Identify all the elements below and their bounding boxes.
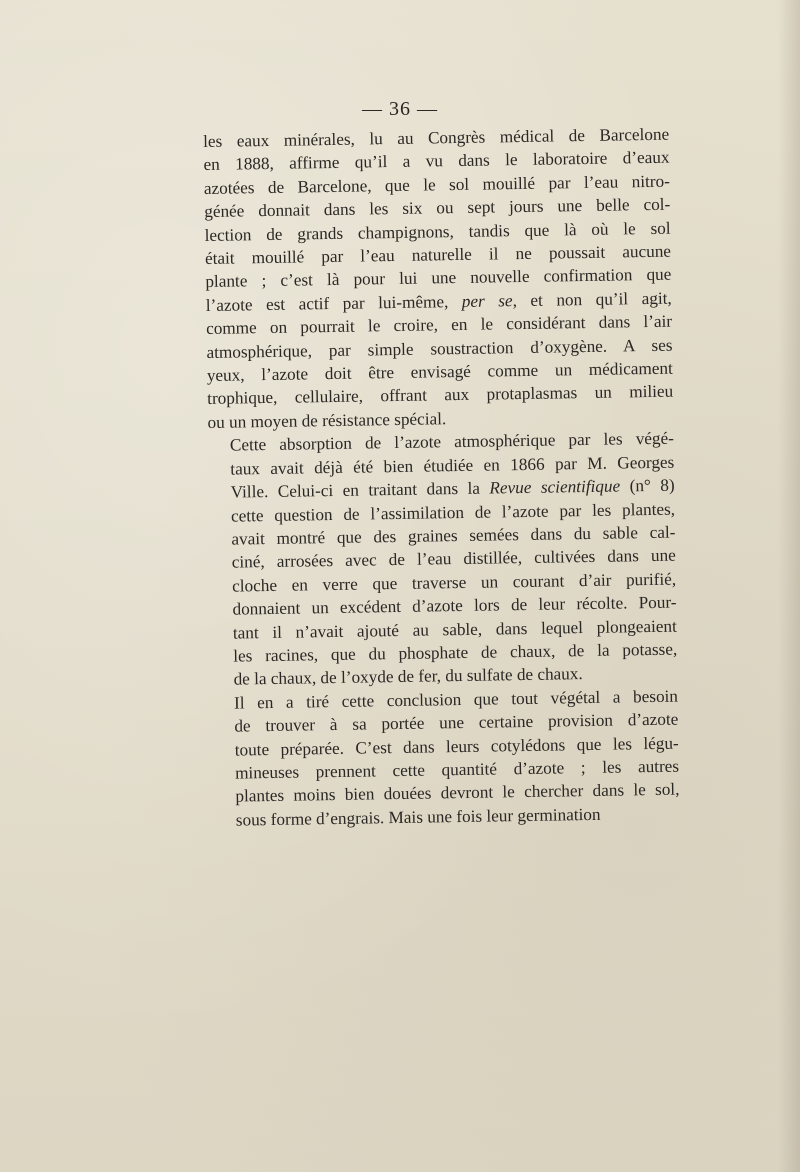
text-line: de trouver à sa portée une certaine provision d’azote <box>234 709 679 736</box>
text-line: cette question de l’assimilation de l’azote par les plantes, <box>230 499 676 526</box>
body-text <box>203 123 680 832</box>
text-line: était mouillé par l’eau naturelle il ne poussait aucune <box>204 241 672 269</box>
text-line: en 1888, affirme qu’il a vu dans le laboratoire d’eaux <box>203 148 670 175</box>
page-number: — 36 — <box>362 98 438 120</box>
text-line: atmosphérique, par simple soustraction d’oxygène. A ses <box>206 335 673 362</box>
text-line: génée donnait dans les six ou sept jours une belle col- <box>204 194 671 222</box>
text-line: avait montré que des graines semées dans du sable cal- <box>231 522 676 549</box>
text-line: cloche en verre que traverse un courant d’air purifié, <box>232 569 677 596</box>
text-line: taux avait déjà été bien étudiée en 1866 par M. Georges <box>230 452 675 479</box>
italic-text: Revue scientifique <box>489 476 621 498</box>
text-line: azotées de Barcelone, que le sol mouillé par l’eau nitro- <box>203 171 671 198</box>
text-line: plantes moins bien douées devront le chercher dans le sol, <box>235 779 680 806</box>
text-line: les racines, que du phosphate de chaux, de la potasse, <box>233 639 678 666</box>
text-line: Ville. Celui-ci en traitant dans la Revue scientifique (n° 8) <box>230 475 675 502</box>
text-line: les eaux minérales, lu au Congrès médical de Barcelone <box>203 124 670 151</box>
text-line: tant il n’avait ajouté au sable, dans lequel plongeaient <box>232 616 677 643</box>
text-line: de la chaux, de l’oxyde de fer, du sulfate de chaux. <box>233 664 583 689</box>
paragraph <box>212 684 680 832</box>
text-line: trophique, cellulaire, offrant aux protaplasmas un milieu <box>207 382 674 409</box>
italic-text: per se <box>461 291 513 311</box>
text-line: sous forme d’engrais. Mais une fois leur germination <box>235 804 601 830</box>
paragraph <box>208 427 678 692</box>
text-line: Il en a tiré cette conclusion que tout végétal a besoin <box>233 686 679 713</box>
text-line: plante ; c’est là pour lui une nouvelle confirmation que <box>205 265 672 292</box>
text-line: Cette absorption de l’azote atmosphérique par les végé- <box>229 428 675 455</box>
text-line: donnaient un excédent d’azote lors de leur récolte. Pour- <box>232 592 677 619</box>
text-line: ciné, arrosées avec de l’eau distillée, cultivées dans une <box>231 545 676 572</box>
text-line: toute préparée. C’est dans leurs cotylédons que les légu- <box>234 733 679 760</box>
text-line: comme on pourrait le croire, en le considérant dans l’air <box>205 311 673 339</box>
text-line: l’azote est actif par lui-même, per se, et non qu’il agit, <box>205 288 672 315</box>
text-line: mineuses prennent cette quantité d’azote ; les autres <box>234 756 680 783</box>
paragraph <box>203 123 674 435</box>
text-line: yeux, l’azote doit être envisagé comme un médicament <box>206 358 673 386</box>
text-line: ou un moyen de résistance spécial. <box>207 409 447 432</box>
text-line: lection de grands champignons, tandis que là où le sol <box>204 218 671 245</box>
